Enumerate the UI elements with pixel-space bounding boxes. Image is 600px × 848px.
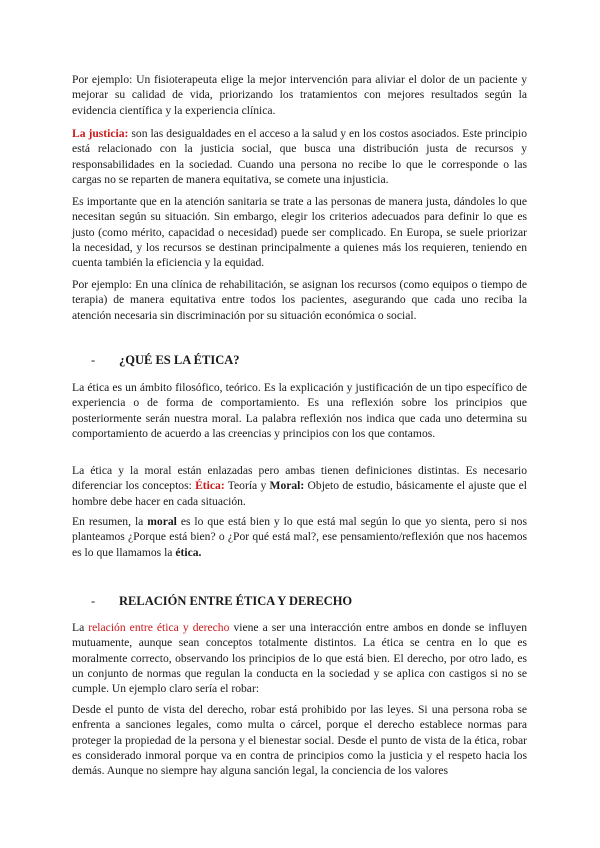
term-etica-bold: ética. — [175, 545, 202, 559]
paragraph-ethics-law-relation: La relación entre ética y derecho viene a ser una interacción entre ambos en donde se influyen mutuamente, aunque sean conceptos totalmente distintos. La ética se centra en lo que es moralmente correcto, observando los principios de lo que está bien. El derecho, por otro lado, es un conjunto de normas que regulan la conducta en la sociedad y se aplica con castigos si no se cumple. Un ejemplo claro sería el robar: — [72, 621, 528, 696]
paragraph-text: Por ejemplo: Un fisioterapeuta elige la mejor intervención para aliviar el dolor de un paciente y mejorar su calidad de vida, priorizando los tratamientos con mejores resultados según la evidencia científica y la experiencia clínica. — [72, 73, 527, 117]
bullet-dash: - — [91, 353, 96, 367]
section-heading-relacion-etica-derecho — [91, 594, 352, 609]
paragraph-text: Por ejemplo: En una clínica de rehabilitación, se asignan los recursos (como equipos o tiempo de terapia) de manera equitativa entre todos los pacientes, asegurando que cada uno reciba la atención necesaria sin discriminación por su situación económica o social. — [72, 278, 527, 322]
paragraph-text: son las desigualdades en el acceso a la salud y en los costos asociados. Este principio está relacionado con la justicia social, que busca una distribución justa de recursos y responsabilidades en la sociedad. Cuando una persona no recibe lo que le corresponde o las cargas no se reparten de manera equitativa, se comete una injusticia. — [72, 127, 528, 186]
paragraph-summary: En resumen, la moral es lo que está bien y lo que está mal según lo que yo sienta, pero si nos planteamos ¿Porque está bien? o ¿Por qué está mal?, ese pensamiento/reflexión que nos hacemos es lo que llamamos la ética. — [72, 515, 527, 559]
paragraph-text: Es importante que en la atención sanitaria se trate a las personas de manera justa, dándoles lo que necesitan según su situación. Sin embargo, elegir los criterios adecuados para definir lo que es justo (como mérito, capacidad o necesidad) puede ser complicado. En Europa, se suele priorizar la necesidad, y los recursos se destinan principalmente a quienes más los requieren, teniendo en cuenta también la eficiencia y la equidad. — [72, 195, 527, 270]
heading-title: ¿QUÉ ES LA ÉTICA? — [119, 353, 240, 367]
section-heading-que-es-la-etica — [91, 353, 240, 368]
paragraph-robbery-example — [72, 702, 527, 778]
paragraph-text: La ética es un ámbito filosófico, teórico. Es la explicación y justificación de un tipo específico de experiencia o de forma de comportamiento. Es una reflexión sobre los principios que posteriormente serán nuestra moral. La palabra reflexión nos indica que cada uno determina su comportamiento de acuerdo a las creencias y principios con los que contamos. — [72, 381, 527, 440]
heading-title: RELACIÓN ENTRE ÉTICA Y DERECHO — [119, 594, 353, 608]
paragraph-text: Desde el punto de vista del derecho, robar está prohibido por las leyes. Si una persona roba se enfrenta a sanciones legales, como multa o cárcel, porque el derecho establece normas para proteger la propiedad de la persona y el bienestar social. Desde el punto de vista de la ética, robar es considerado inmoral porque va en contra de principios como la justicia y el respeto hacia los demás. Aunque no siempre hay alguna sanción legal, la conciencia de los valores — [72, 703, 527, 778]
paragraph-example-physio — [72, 72, 527, 118]
bullet-dash: - — [91, 594, 96, 608]
term-moral-bold: moral — [147, 515, 177, 528]
paragraph-justice — [72, 126, 527, 187]
paragraph-example-rehab — [72, 277, 527, 323]
term-justicia: La justicia: — [72, 127, 129, 140]
paragraph-healthcare-justice — [72, 194, 527, 270]
term-etica: Ética: — [195, 479, 225, 493]
term-moral: Moral: — [269, 479, 305, 493]
paragraph-ethics-definition — [72, 380, 527, 441]
paragraph-ethics-vs-moral: La ética y la moral están enlazadas pero ambas tienen definiciones distintas. Es necesario diferenciar los conceptos: Ética: Teoría y Moral: Objeto de estudio, básicamente el ajuste que el hombre debe hacer en cada situación. — [72, 464, 527, 508]
term-relacion: relación entre ética y derecho — [88, 621, 230, 634]
